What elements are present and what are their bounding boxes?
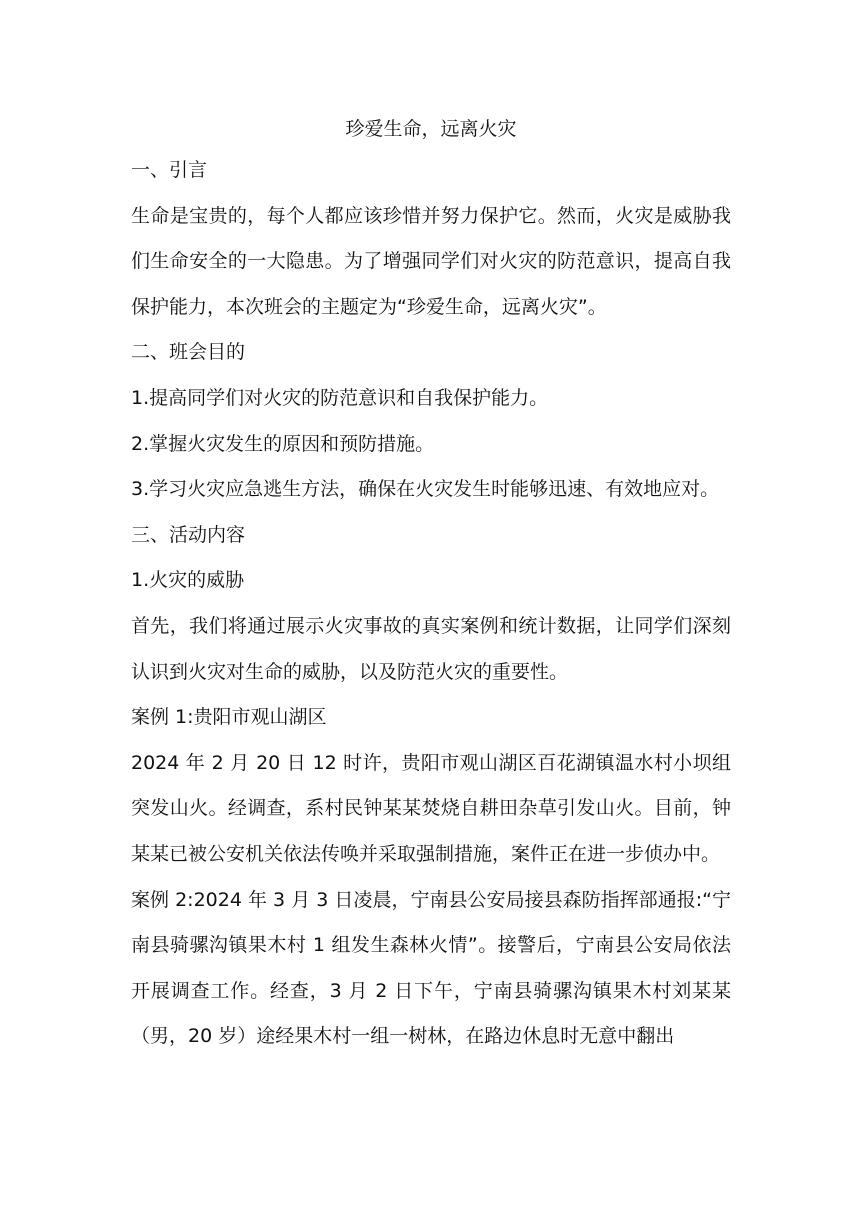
document-title: 珍爱生命，远离火灾 xyxy=(345,118,517,140)
purpose-item-1: 1.提高同学们对火灾的防范意识和自我保护能力。 xyxy=(131,386,549,409)
fire-threat-paragraph: 首先，我们将通过展示火灾事故的真实案例和统计数据，让同学们深刻认识到火灾对生命的威胁，以及防范火灾的重要性。 xyxy=(131,614,731,683)
case-1-paragraph: 2024 年 2 月 20 日 12 时许，贵阳市观山湖区百花湖镇温水村小坝组突发山火。经调查，系村民钟某某焚烧自耕田杂草引发山火。目前，钟某某已被公安机关依法传唤并采取强制措施，案件正在进一步侦办中。 xyxy=(131,751,731,865)
case-1-title: 案例 1:贵阳市观山湖区 xyxy=(131,706,327,729)
section-heading-intro: 一、引言 xyxy=(131,159,208,181)
document-body xyxy=(131,110,731,1060)
subheading-fire-threat: 1.火灾的威胁 xyxy=(131,569,245,592)
section-heading-activities: 三、活动内容 xyxy=(131,523,246,546)
intro-paragraph: 生命是宝贵的，每个人都应该珍惜并努力保护它。然而，火灾是威胁我们生命安全的一大隐患。为了增强同学们对火灾的防范意识，提高自我保护能力，本次班会的主题定为“珍爱生命，远离火灾”。 xyxy=(131,204,731,318)
purpose-item-3: 3.学习火灾应急逃生方法，确保在火灾发生时能够迅速、有效地应对。 xyxy=(131,478,720,501)
section-heading-purpose: 二、班会目的 xyxy=(131,341,246,364)
purpose-item-2: 2.掌握火灾发生的原因和预防措施。 xyxy=(131,432,435,455)
case-2-paragraph: 案例 2:2024 年 3 月 3 日凌晨，宁南县公安局接县森防指挥部通报:“宁南县骑骡沟镇果木村 1 组发生森林火情”。接警后，宁南县公安局依法开展调查工作。经查，3 月 2 日下午，宁南县骑骡沟镇果木村刘某某（男，20 岁）途经果木村一组一树林，在路边休息时无意中翻出 xyxy=(131,888,731,1048)
